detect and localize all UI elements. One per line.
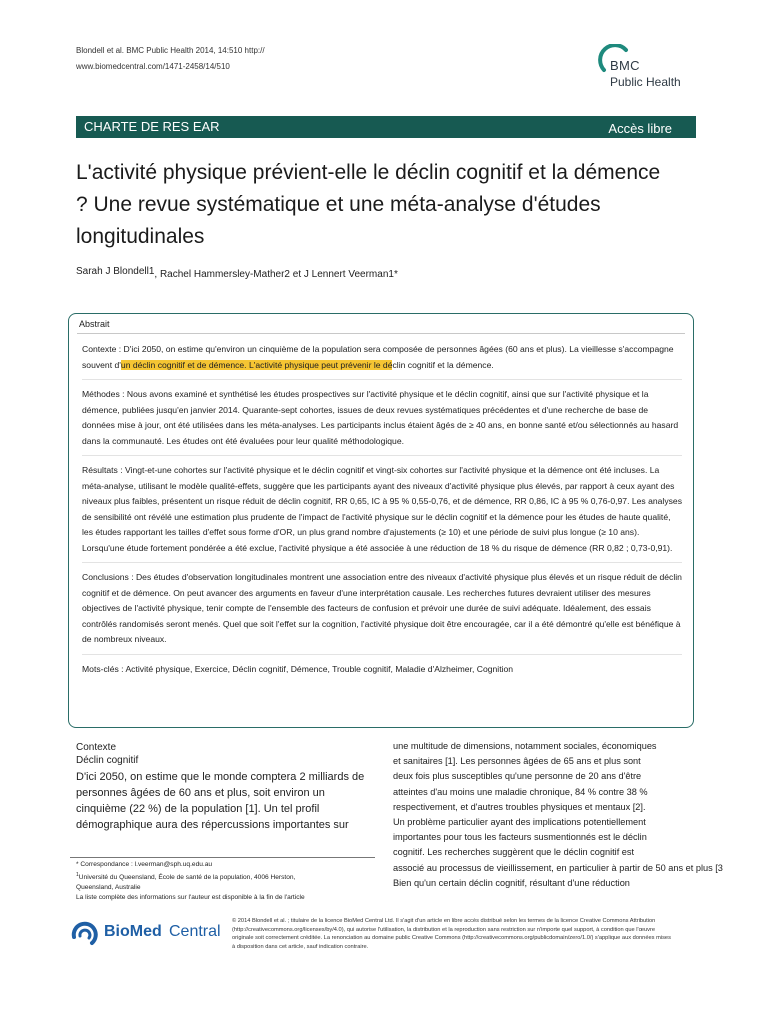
section-heading: Contexte	[76, 742, 117, 753]
affiliation-line-2: Queensland, Australie	[76, 884, 141, 892]
left-column	[76, 741, 376, 833]
right-column-line: atteintes d'au moins une maladie chronique, 84 % contre 38 %	[393, 786, 648, 797]
author-info-note: La liste complète des informations sur l'auteur est disponible à la fin de l'article	[76, 894, 305, 902]
author-first: Sarah J Blondell1	[76, 266, 155, 277]
abstract-heading: Abstrait	[79, 319, 110, 329]
context-text-end: clin cognitif et la démence.	[392, 359, 494, 370]
open-access-label: Accès libre	[608, 121, 672, 136]
context-text-start: Contexte : D'ici 2050, on estime qu'environ un cinquième de la population sera composée de personnes âgées (60 ans et plus). La vieillesse s'accompagne souvent d'	[82, 344, 674, 370]
abstract-body	[82, 342, 682, 690]
abstract-conclusions: Conclusions : Des études d'observation longitudinales montrent une association entre des niveaux d'activité physique plus élevés et un risque réduit de déclin cognitif et de démence. On peut avancer des arguments en faveur d'une interprétation causale. Les recherches futures devraient utiliser des mesures objectives de l'activité physique, tenir compte de l'ensemble des facteurs de confusion et prévoir une durée de suivi adéquate. Idéalement, des essais contrôlés randomisés seront menés. Quel que soit l'effet sur la cognition, l'activité physique doit être encouragée, car il a été démontré qu'elle est bénéfique à de nombreux niveaux.	[82, 570, 682, 655]
abstract-keywords: Mots-clés : Activité physique, Exercice, Déclin cognitif, Démence, Trouble cognitif, Maladie d'Alzheimer, Cognition	[82, 663, 514, 674]
right-column-line: respectivement, et d'autres troubles physiques et mentaux [2].	[393, 801, 646, 812]
bmc-public-health-logo	[596, 44, 706, 100]
citation-header	[76, 43, 456, 75]
biomed-swirl-icon	[70, 919, 100, 949]
author-list	[76, 266, 398, 280]
right-column-line: deux fois plus susceptibles qu'une personne de 20 ans d'être	[393, 771, 642, 782]
right-column-line: Un problème particulier ayant des implications potentiellement	[393, 817, 646, 828]
article-type-label: CHARTE DE RES EAR	[84, 119, 220, 134]
right-column	[393, 739, 768, 891]
logo-bmc-text: BMC	[610, 58, 640, 73]
subsection-heading: Déclin cognitif	[76, 755, 139, 766]
right-column-line: une multitude de dimensions, notamment sociales, économiques	[393, 741, 657, 751]
correspondence-note: * Correspondance : l.veerman@sph.uq.edu.au	[76, 861, 213, 868]
right-column-line: et sanitaires [1]. Les personnes âgées de 65 ans et plus sont	[393, 756, 641, 767]
highlighted-text: un déclin cognitif et de démence. L'activité physique peut prévenir le dé	[120, 359, 393, 370]
license-text: © 2014 Blondell et al. ; titulaire de la licence BioMed Central Ltd. Il s'agit d'un article en libre accès distribué selon les termes de la licence Creative Commons Attribution (http://creativecommons.org/licenses/by/4.0), qui autorise l'utilisation, la distribution et la reproduction sans restriction sur n'importe quel support, à condition que l'œuvre originale soit correctement créditée. La renonciation au domaine public Creative Commons (http://creativecommons.org/publicdomain/zero/1.0/) s'applique aux données mises à disposition dans cet article, sauf indication contraire.	[232, 918, 671, 950]
right-column-line: importantes pour tous les facteurs susmentionnés est le déclin	[393, 832, 647, 843]
right-column-line: cognitif. Les recherches suggèrent que le déclin cognitif est	[393, 847, 635, 858]
abstract-divider	[77, 333, 685, 334]
author-rest: , Rachel Hammersley-Mather2 et J Lennert Veerman1*	[154, 269, 398, 280]
left-column-text: D'ici 2050, on estime que le monde comptera 2 milliards de personnes âgées de 60 ans et plus, soit environ un cinquième (22 %) de la population [1]. Un tel profil démographique aura des répercussions importantes sur	[76, 771, 365, 831]
abstract-methods: Méthodes : Nous avons examiné et synthétisé les études prospectives sur l'activité physique et le déclin cognitif, ainsi que sur l'activité physique et la démence, publiées jusqu'en janvier 2014. Quarante-sept cohortes, issues de deux revues systématiques précédentes et d'une recherche de base de données mise à jour, ont été utilisées dans les méta-analyses. Les participants inclus étaient âgés de ≥ 40 ans, en bonne santé et/ou sélectionnés au hasard dans la communauté. Les études ont été évaluées pour leur qualité méthodologique.	[82, 387, 682, 456]
logo-central-text: Central	[169, 923, 221, 940]
biomed-central-logo	[70, 917, 220, 949]
right-column-line: Bien qu'un certain déclin cognitif, résultant d'une réduction	[393, 877, 630, 888]
affiliation-mark: 1	[76, 872, 79, 878]
abstract-results: Résultats : Vingt-et-une cohortes sur l'activité physique et le déclin cognitif et vingt-six cohortes sur l'activité physique et la démence ont été incluses. La méta-analyse, utilisant le modèle qualité-effets, suggère que les participants ayant des niveaux d'activité physique plus élevés, par rapport à ceux ayant des niveaux plus faibles, présentent un risque réduit de déclin cognitif, RR 0,65, IC à 95 % 0,55-0,76, et de démence, RR 0,86, IC à 95 % 0,76-0,97. Les analyses de sensibilité ont révélé une estimation plus prudente de l'impact de l'activité physique sur le déclin cognitif et la démence pour les études de haute qualité, les études rapportant les tailles d'effet sous forme d'OR, un plus grand nombre d'ajustements (≥ 10) et une période de suivi plus longue (≥ 10 ans). Lorsqu'une étude fortement pondérée a été exclue, l'activité physique a été associée à une réduction de 18 % du risque de démence (RR 0,82 ; 0,73-0,91).	[82, 463, 682, 563]
logo-biomed-text: BioMed	[104, 923, 162, 940]
article-title: L'activité physique prévient-elle le déclin cognitif et la démence ? Une revue systématique et une méta-analyse d'études longitudinales	[76, 161, 661, 248]
citation-line-2: www.biomedcentral.com/1471-2458/14/510	[76, 62, 230, 71]
footnotes	[76, 860, 376, 903]
article-type-banner	[76, 116, 696, 138]
logo-journal-text: Public Health	[610, 75, 681, 89]
citation-line-1: Blondell et al. BMC Public Health 2014, 14:510 http://	[76, 46, 265, 55]
abstract-box	[68, 313, 694, 728]
abstract-context	[82, 342, 682, 380]
footnote-divider	[70, 857, 375, 858]
affiliation-note	[76, 870, 376, 883]
affiliation-line-1: Université du Queensland, École de santé de la population, 4006 Herston,	[78, 874, 296, 882]
right-column-line: associé au processus de vieillissement, en particulier à partir de 50 ans et plus [3	[393, 862, 723, 873]
